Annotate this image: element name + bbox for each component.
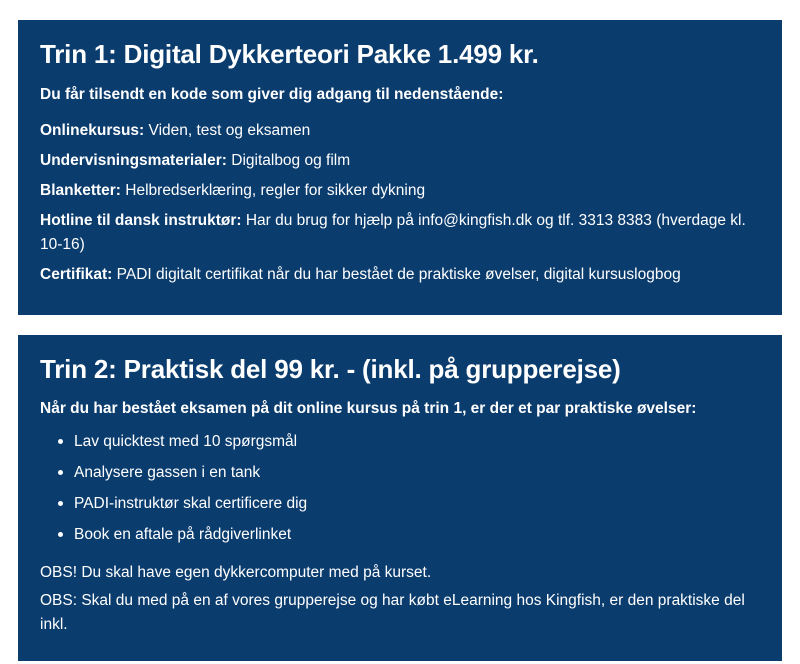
step-2-note-1: OBS! Du skal have egen dykkercomputer med på kurset.: [40, 563, 432, 581]
list-item: [40, 263, 760, 287]
feature-label: Onlinekursus:: [40, 121, 145, 139]
list-item: [40, 149, 760, 173]
feature-label: Hotline til dansk instruktør:: [40, 211, 242, 229]
step-1-feature-list: [40, 119, 760, 287]
list-item: Analysere gassen i en tank: [74, 461, 760, 485]
step-2-note-2: OBS: Skal du med på en af vores grupperejse og har købt eLearning hos Kingfish, er den praktiske del inkl.: [40, 591, 745, 633]
step-2-panel: [18, 335, 782, 661]
list-item: PADI-instruktør skal certificere dig: [74, 492, 760, 516]
feature-text: Viden, test og eksamen: [144, 121, 311, 139]
step-2-bullet-list: [40, 430, 760, 547]
feature-text: PADI digitalt certifikat når du har bestået de praktiske øvelser, digital kursuslogbog: [112, 265, 681, 283]
step-2-title: Trin 2: Praktisk del 99 kr. - (inkl. på grupperejse): [40, 353, 621, 384]
feature-text: Har du brug for hjælp på info@kingfish.dk og tlf. 3313 8383 (hverdage kl. 10-16): [40, 211, 746, 253]
feature-text: Helbredserklæring, regler for sikker dykning: [120, 181, 426, 199]
feature-label: Certifikat:: [40, 265, 113, 283]
step-2-intro: Når du har bestået eksamen på dit online kursus på trin 1, er der et par praktiske øvelser:: [40, 400, 697, 418]
step-1-title: Trin 1: Digital Dykkerteori Pakke 1.499 kr.: [40, 39, 539, 69]
list-item: [40, 119, 760, 143]
list-item: Lav quicktest med 10 spørgsmål: [74, 430, 760, 454]
list-item: [40, 209, 760, 257]
step-1-intro: Du får tilsendt en kode som giver dig adgang til nedenstående:: [40, 85, 504, 103]
feature-label: Undervisningsmaterialer:: [40, 151, 227, 169]
list-item: Book en aftale på rådgiverlinket: [74, 523, 760, 547]
feature-label: Blanketter:: [40, 181, 121, 199]
list-item: [40, 179, 760, 203]
feature-text: Digitalbog og film: [226, 151, 351, 169]
step-1-panel: [18, 20, 782, 315]
